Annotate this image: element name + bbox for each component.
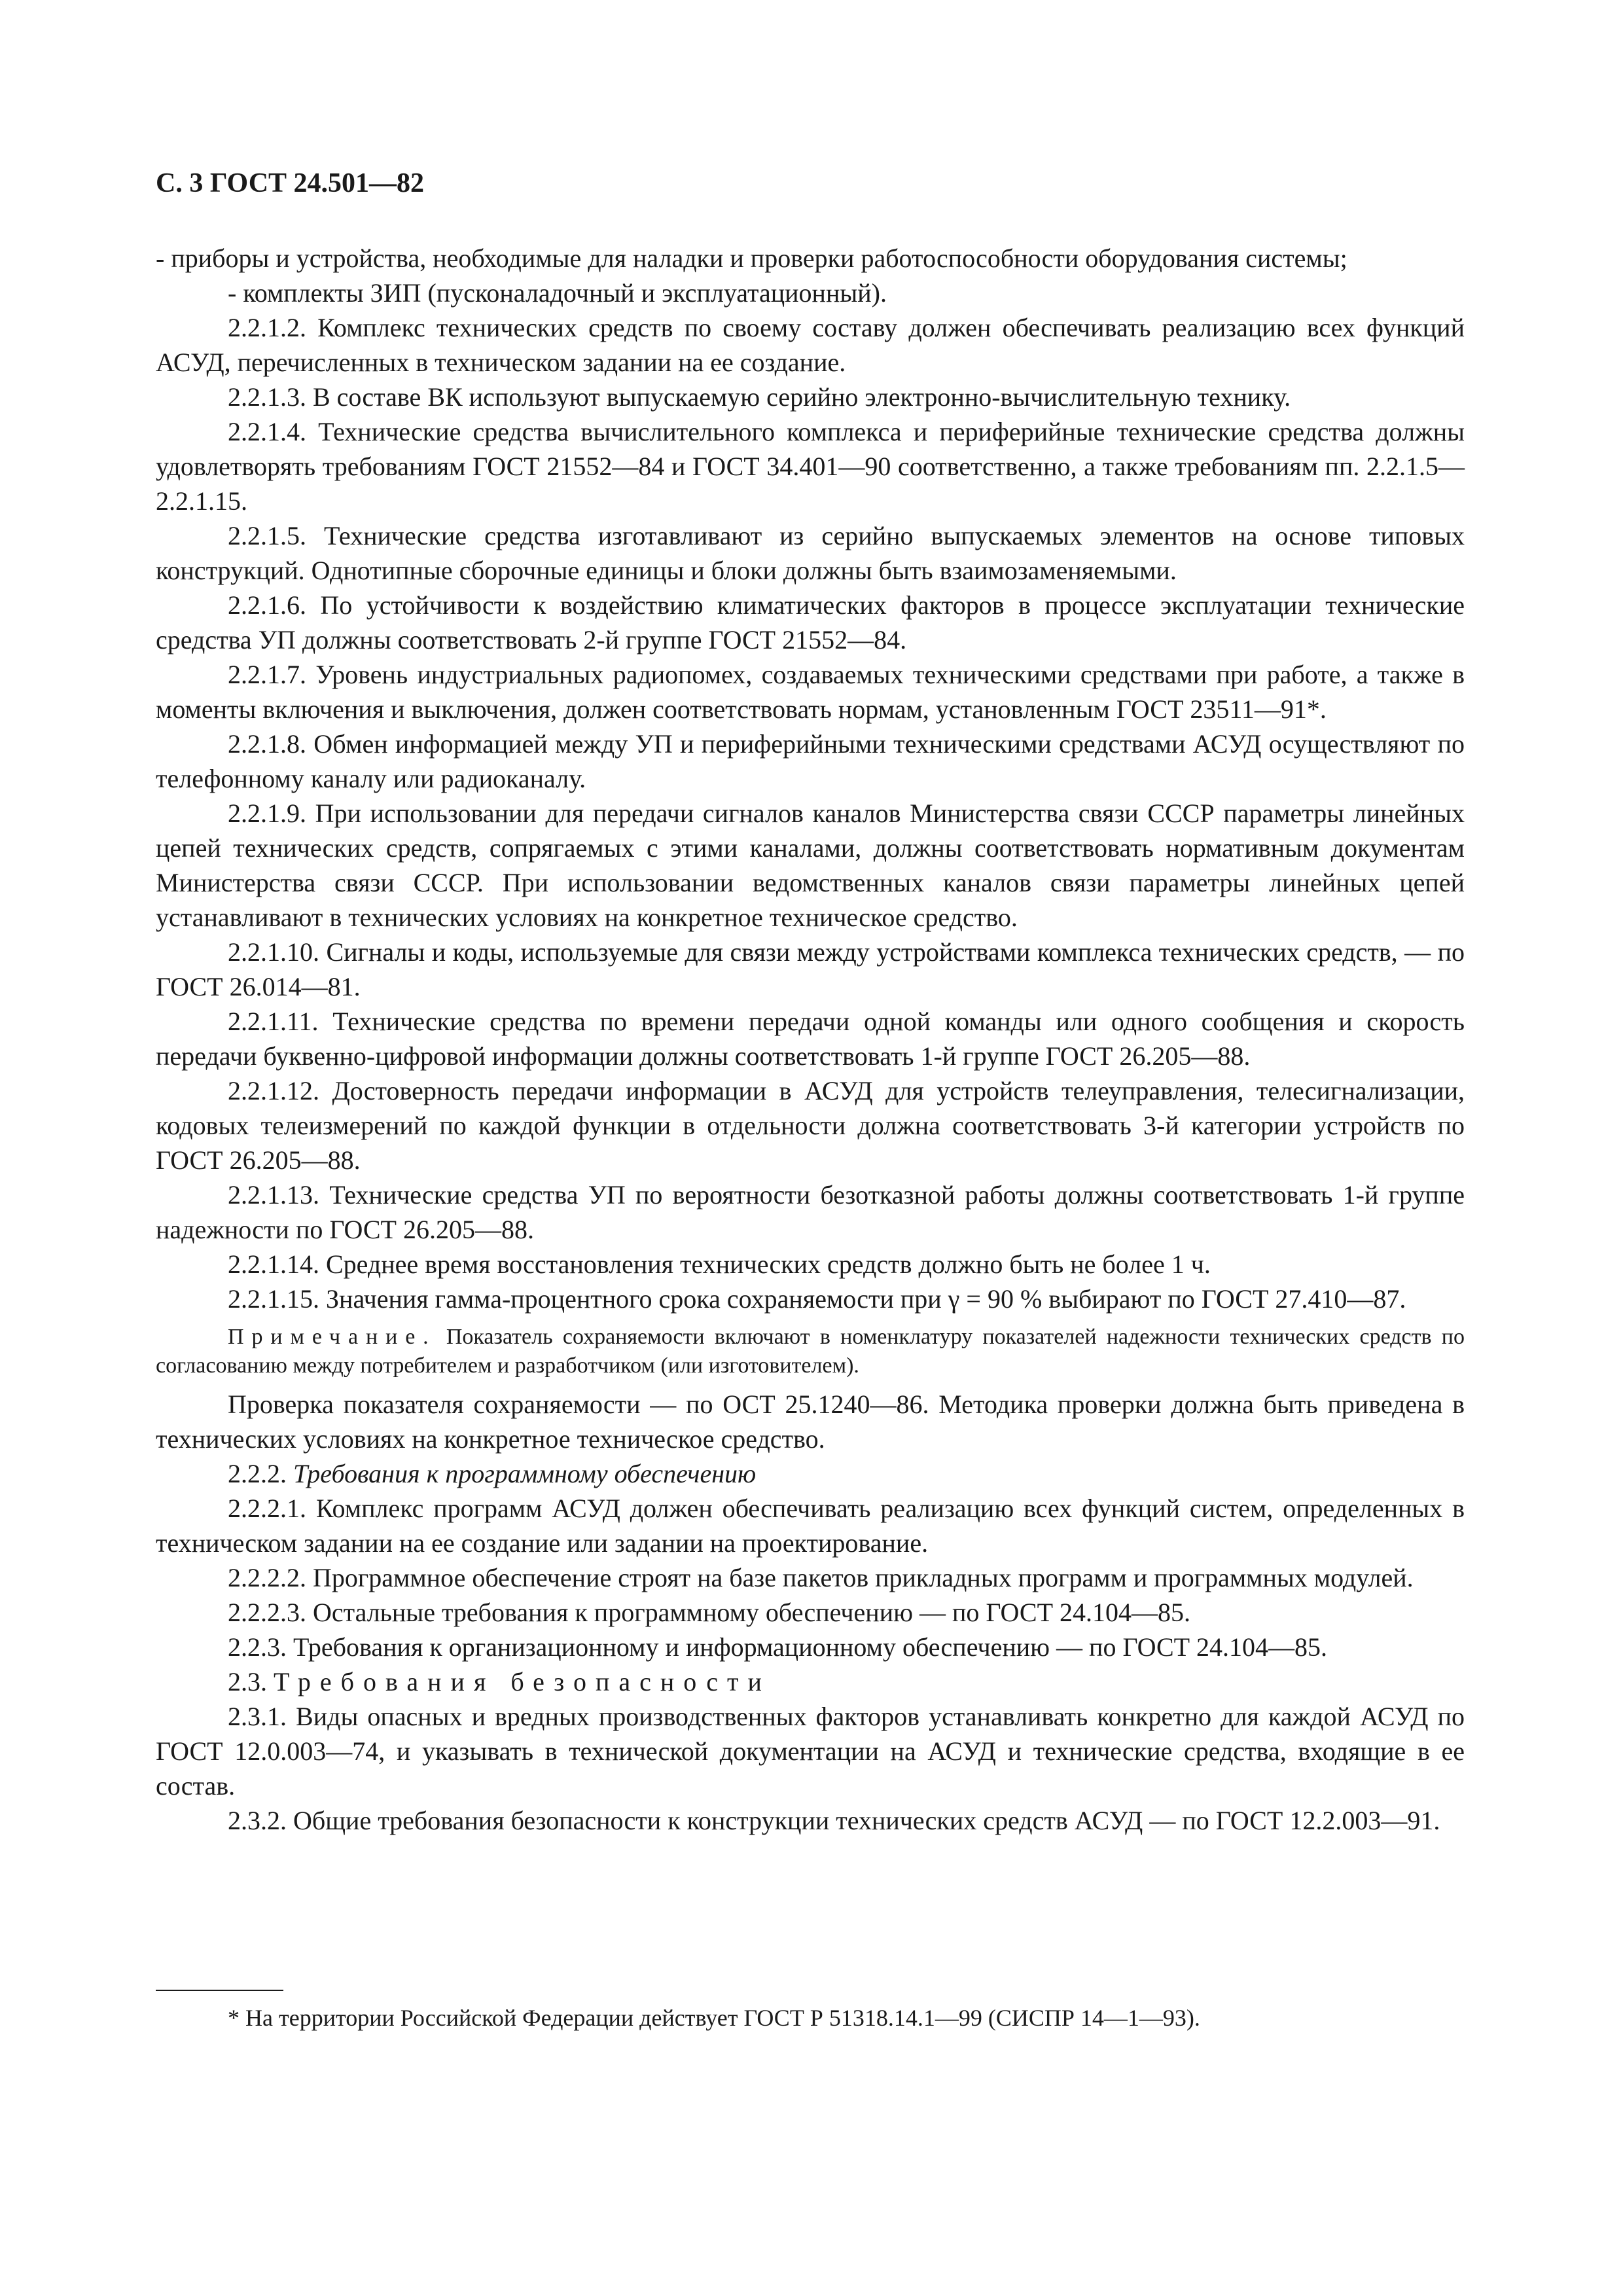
paragraph: 2.2.1.6. По устойчивости к воздействию климатических факторов в процессе эксплуатации технические средства УП должны соответствовать 2-й группе ГОСТ 21552—84. — [156, 590, 1465, 655]
paragraph: 2.2.1.15. Значения гамма-процентного срока сохраняемости при γ = 90 % выбирают по ГОСТ 27.410—87. — [228, 1284, 1406, 1314]
list-item: - приборы и устройства, необходимые для наладки и проверки работоспособности оборудования системы; — [156, 243, 1347, 273]
paragraph: Проверка показателя сохраняемости — по ОСТ 25.1240—86. Методика проверки должна быть приведена в технических условиях на конкретное техническое средство. — [156, 1390, 1465, 1454]
paragraph: 2.2.1.13. Технические средства УП по вероятности безотказной работы должны соответствовать 1-й группе надежности по ГОСТ 26.205—88. — [156, 1180, 1465, 1244]
section-number: 2.2.2. — [228, 1459, 293, 1488]
section-title: Требования безопасности — [274, 1667, 771, 1696]
note-label: Примечание. — [228, 1325, 437, 1349]
footnote-divider — [156, 1990, 283, 1991]
paragraph: 2.3.2. Общие требования безопасности к конструкции технических средств АСУД — по ГОСТ 12.2.003—91. — [228, 1806, 1440, 1835]
paragraph: 2.2.1.14. Среднее время восстановления технических средств должно быть не более 1 ч. — [228, 1249, 1211, 1279]
paragraph: 2.2.1.4. Технические средства вычислительного комплекса и периферийные технические средства должны удовлетворять требованиям ГОСТ 21552—84 и ГОСТ 34.401—90 соответственно, а также требованиям пп. 2.2.1.5—2.2.1.15. — [156, 417, 1465, 516]
paragraph: 2.2.1.11. Технические средства по времени передачи одной команды или одного сообщения и скорость передачи буквенно-цифровой информации должны соответствовать 1-й группе ГОСТ 26.205—88. — [156, 1007, 1465, 1071]
document-body — [156, 241, 1465, 1838]
page-header: С. 3 ГОСТ 24.501—82 — [156, 168, 425, 198]
note-text: Показатель сохраняемости включают в номенклатуру показателей надежности технических средств по согласованию между потребителем и разработчиком (или изготовителем). — [156, 1325, 1465, 1378]
paragraph: 2.2.1.5. Технические средства изготавливают из серийно выпускаемых элементов на основе типовых конструкций. Однотипные сборочные единицы и блоки должны быть взаимозаменяемыми. — [156, 521, 1465, 585]
paragraph: 2.2.1.8. Обмен информацией между УП и периферийными техническими средствами АСУД осуществляют по телефонному каналу или радиоканалу. — [156, 729, 1465, 793]
section-number: 2.3. — [228, 1667, 274, 1696]
paragraph: 2.2.2.3. Остальные требования к программному обеспечению — по ГОСТ 24.104—85. — [228, 1598, 1191, 1627]
paragraph: 2.2.1.9. При использовании для передачи сигналов каналов Министерства связи СССР параметры линейных цепей технических средств, сопрягаемых с этими каналами, должны соответствовать нормативным документам Министерства связи СССР. При использовании ведомственных каналов связи параметры линейных цепей устанавливают в технических условиях на конкретное техническое средство. — [156, 798, 1465, 932]
paragraph: 2.2.2.1. Комплекс программ АСУД должен обеспечивать реализацию всех функций систем, определенных в техническом задании на ее создание или задании на проектирование. — [156, 1494, 1465, 1558]
paragraph: 2.2.2.2. Программное обеспечение строят на базе пакетов прикладных программ и программных модулей. — [228, 1563, 1414, 1592]
paragraph: 2.2.1.7. Уровень индустриальных радиопомех, создаваемых техническими средствами при работе, а также в моменты включения и выключения, должен соответствовать нормам, установленным ГОСТ 23511—91*. — [156, 660, 1465, 724]
paragraph: 2.3.1. Виды опасных и вредных производственных факторов устанавливать конкретно для каждой АСУД по ГОСТ 12.0.003—74, и указывать в технической документации на АСУД и технические средства, входящие в ее состав. — [156, 1702, 1465, 1801]
paragraph: 2.2.3. Требования к организационному и информационному обеспечению — по ГОСТ 24.104—85. — [228, 1632, 1328, 1662]
paragraph: 2.2.1.12. Достоверность передачи информации в АСУД для устройств телеуправления, телесигнализации, кодовых телеизмерений по каждой функции в отдельности должна соответствовать 3-й категории устройств по ГОСТ 26.205—88. — [156, 1076, 1465, 1175]
section-heading — [156, 1664, 1465, 1699]
footnote: * На территории Российской Федерации действует ГОСТ Р 51318.14.1—99 (СИСПР 14—1—93). — [228, 2005, 1200, 2031]
paragraph: 2.2.1.10. Сигналы и коды, используемые для связи между устройствами комплекса технических средств, — по ГОСТ 26.014—81. — [156, 937, 1465, 1001]
section-title: Требования к программному обеспечению — [293, 1459, 757, 1488]
paragraph: 2.2.1.2. Комплекс технических средств по своему составу должен обеспечивать реализацию всех функций АСУД, перечисленных в техническом задании на ее создание. — [156, 313, 1465, 377]
list-item: - комплекты ЗИП (пусконаладочный и эксплуатационный). — [228, 278, 887, 308]
note — [156, 1323, 1465, 1380]
section-heading — [156, 1456, 1465, 1491]
paragraph: 2.2.1.3. В составе ВК используют выпускаемую серийно электронно-вычислительную технику. — [228, 382, 1291, 412]
